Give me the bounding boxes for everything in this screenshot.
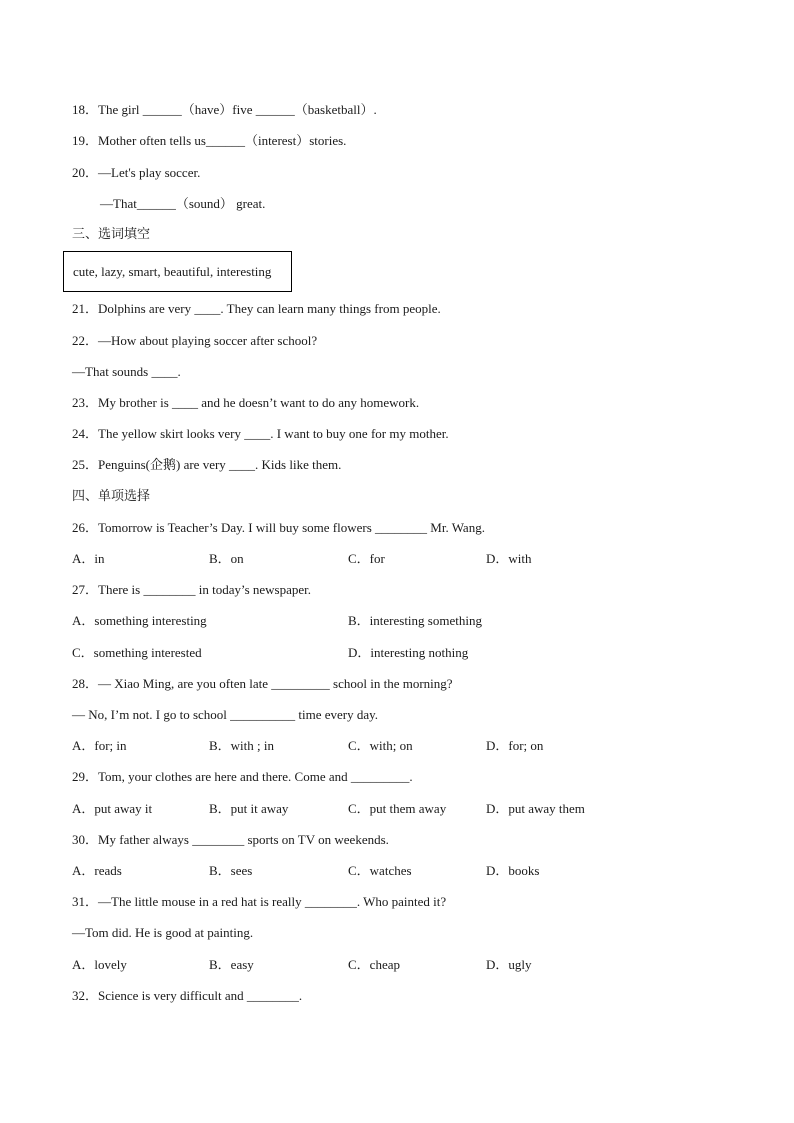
question-31-line-1: 31．—The little mouse in a red hat is really ________. Who painted it?: [72, 894, 447, 909]
option-26-d: D．with: [486, 551, 532, 566]
option-31-c: C．cheap: [348, 957, 400, 972]
question-31-line-2: —Tom did. He is good at painting.: [72, 925, 254, 940]
question-24: 24．The yellow skirt looks very ____. I want to buy one for my mother.: [72, 426, 449, 441]
question-28-line-2: — No, I’m not. I go to school __________ time every day.: [72, 707, 379, 722]
option-31-b: B．easy: [209, 957, 254, 972]
option-30-b: B．sees: [209, 863, 253, 878]
question-26: 26．Tomorrow is Teacher’s Day. I will buy some flowers ________ Mr. Wang.: [72, 520, 485, 535]
section-3-heading: 三、选词填空: [72, 227, 151, 242]
option-30-a: A．reads: [72, 863, 122, 878]
question-25: 25．Penguins(企鹅) are very ____. Kids like them.: [72, 457, 342, 472]
option-27-c: C．something interested: [72, 645, 202, 660]
option-27-d: D．interesting nothing: [348, 645, 469, 660]
question-32: 32．Science is very difficult and ________.: [72, 988, 303, 1003]
option-29-a: A．put away it: [72, 801, 153, 816]
word-bank-text: cute, lazy, smart, beautiful, interesting: [73, 264, 272, 279]
question-30: 30．My father always ________ sports on TV on weekends.: [72, 832, 389, 847]
question-20-line-1: 20．—Let's play soccer.: [72, 165, 201, 180]
question-20-line-2: —That______（sound） great.: [100, 196, 266, 211]
option-26-a: A．in: [72, 551, 105, 566]
option-27-a: A．something interesting: [72, 613, 207, 628]
option-30-c: C．watches: [348, 863, 412, 878]
option-28-d: D．for; on: [486, 738, 544, 753]
word-bank-box: [63, 251, 292, 292]
question-27: 27．There is ________ in today’s newspaper.: [72, 582, 312, 597]
option-29-b: B．put it away: [209, 801, 289, 816]
option-29-d: D．put away them: [486, 801, 585, 816]
question-23: 23．My brother is ____ and he doesn’t want to do any homework.: [72, 395, 420, 410]
option-28-a: A．for; in: [72, 738, 127, 753]
question-21: 21．Dolphins are very ____. They can learn many things from people.: [72, 301, 441, 316]
option-31-a: A．lovely: [72, 957, 127, 972]
question-22-line-1: 22．—How about playing soccer after school?: [72, 333, 318, 348]
question-28-line-1: 28．— Xiao Ming, are you often late _________ school in the morning?: [72, 676, 453, 691]
option-28-c: C．with; on: [348, 738, 413, 753]
question-22-line-2: —That sounds ____.: [72, 364, 181, 379]
option-31-d: D．ugly: [486, 957, 532, 972]
option-30-d: D．books: [486, 863, 540, 878]
option-26-b: B．on: [209, 551, 244, 566]
option-27-b: B．interesting something: [348, 613, 482, 628]
question-19: 19．Mother often tells us______（interest）stories.: [72, 133, 347, 148]
question-18: 18．The girl ______（have）five ______（basketball）.: [72, 102, 377, 117]
option-26-c: C．for: [348, 551, 385, 566]
option-28-b: B．with ; in: [209, 738, 275, 753]
option-29-c: C．put them away: [348, 801, 447, 816]
question-29: 29．Tom, your clothes are here and there. Come and _________.: [72, 769, 413, 784]
section-4-heading: 四、单项选择: [72, 489, 151, 504]
